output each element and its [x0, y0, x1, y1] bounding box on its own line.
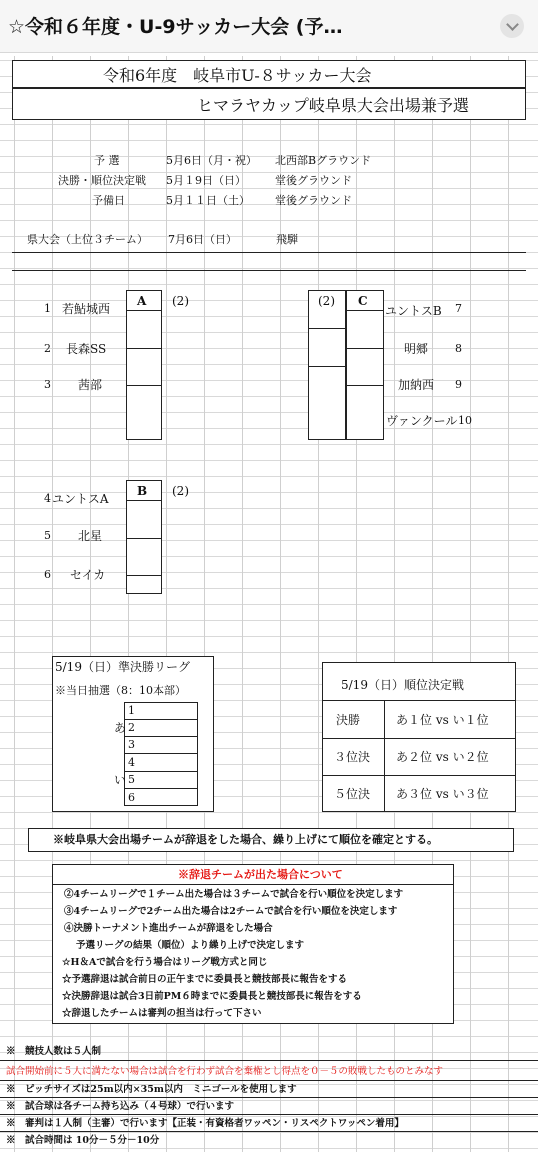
group-i-marker: い: [114, 773, 127, 787]
slot: 6: [128, 791, 135, 804]
team-number: 7: [455, 302, 462, 315]
team-name: 長森SS: [66, 342, 107, 356]
prefectural-date: 7月6日（日）: [168, 233, 237, 246]
spreadsheet: [0, 56, 538, 1152]
team-number: 5: [44, 529, 51, 542]
schedule-venue: 北西部Bグラウンド: [275, 154, 372, 167]
team-name: 北星: [78, 529, 103, 543]
team-number: 1: [44, 302, 51, 315]
team-number: 8: [455, 342, 462, 355]
group-c-label: C: [358, 294, 368, 308]
ranking-match: あ１位 vs い１位: [396, 713, 489, 727]
schedule-date: 5月１１日（土）: [166, 194, 250, 207]
schedule-venue: 堂後グラウンド: [275, 174, 352, 187]
slot: 4: [128, 756, 135, 769]
window-title-bar: [0, 0, 538, 53]
semifinal-title: 5/19（日）準決勝リーグ: [55, 660, 190, 674]
team-name: 若鮎城西: [62, 302, 111, 316]
rule-time: ※ 試合時間は 10分－５分－10分: [6, 1135, 160, 1146]
group-a-count: (2): [172, 294, 189, 308]
withdrawal-item: ☆予選辞退は試合前日の正午までに委員長と競技部長に報告をする: [62, 974, 348, 985]
group-c-count: (2): [318, 294, 335, 308]
withdrawal-item: 予選リーグの結果（順位）より繰り上げで決定します: [76, 940, 305, 951]
team-name: 加納西: [398, 378, 435, 392]
schedule-label: 予備日: [92, 194, 125, 207]
withdrawal-item: ☆決勝辞退は試合3日前PM６時までに委員長と競技部長に報告をする: [62, 991, 362, 1002]
rule-pitch: ※ ピッチサイズは25m以内×35m以内 ミニゴールを使用します: [6, 1084, 297, 1095]
team-number: 3: [44, 378, 51, 391]
slot: 5: [128, 773, 135, 786]
withdrawal-item: ③4チームリーグで2チーム出た場合は2チームで試合を行い順位を決定します: [64, 906, 398, 917]
withdrawal-title: ※辞退チームが出た場合について: [178, 868, 343, 881]
header-line2: ヒマラヤカップ岐阜県大会出場兼予選: [197, 96, 469, 115]
rule-ball: ※ 試合球は各チーム持ち込み（４号球）で行います: [6, 1101, 235, 1112]
team-number: 2: [44, 342, 51, 355]
ranking-label: 決勝: [336, 713, 361, 727]
team-name: ヴァンクール: [386, 414, 458, 428]
withdrawal-item: ☆辞退したチームは審判の担当は行って下さい: [62, 1008, 262, 1019]
notice-text: ※岐阜県大会出場チームが辞退をした場合、繰り上げにて順位を確定とする。: [53, 833, 438, 846]
team-name: 茜部: [78, 378, 103, 392]
group-b-count: (2): [172, 484, 189, 498]
semifinal-note: ※当日抽選（8：10本部）: [55, 684, 186, 697]
group-a-bracket: [126, 290, 162, 440]
group-a-marker: あ: [114, 721, 127, 735]
chevron-down-icon[interactable]: [500, 14, 524, 38]
ranking-title: 5/19（日）順位決定戦: [341, 678, 464, 692]
team-name: ユントスA: [52, 492, 109, 506]
header-line1: 令和6年度 岐阜市U-８サッカー大会: [103, 66, 372, 85]
prefectural-venue: 飛騨: [276, 233, 298, 246]
semifinal-slots: [124, 702, 198, 806]
group-c-bracket-inner: [346, 290, 384, 440]
slot: 1: [128, 704, 135, 717]
team-number: 6: [44, 568, 51, 581]
group-b-label: B: [137, 484, 148, 498]
ranking-label: ３位決: [334, 750, 371, 764]
slot: 2: [128, 721, 135, 734]
schedule-date: 5月１9日（日）: [166, 174, 246, 187]
window-title: ☆令和６年度・U-9サッカー大会 (予…: [8, 16, 343, 38]
schedule-venue: 堂後グラウンド: [275, 194, 352, 207]
prefectural-label: 県大会（上位３チーム）: [27, 233, 148, 246]
schedule-label: 予 選: [94, 154, 120, 167]
rule-players: ※ 競技人数は５人制: [6, 1046, 102, 1057]
schedule-label: 決勝・順位決定戦: [58, 174, 146, 187]
header-subtitle-box: [12, 88, 526, 120]
notice-box: [28, 828, 514, 852]
slot: 3: [128, 738, 135, 751]
team-number: 10: [458, 414, 472, 427]
group-c-bracket: [308, 290, 346, 440]
team-number: 9: [455, 378, 462, 391]
schedule-date: 5月6日（月・祝）: [166, 154, 257, 167]
team-name: ユントスB: [385, 304, 442, 318]
team-name: セイカ: [70, 568, 106, 582]
ranking-match: あ２位 vs い２位: [396, 750, 489, 764]
withdrawal-item: ②4チームリーグで１チーム出た場合は３チームで試合を行い順位を決定します: [64, 889, 404, 900]
group-a-label: A: [137, 294, 147, 308]
team-name: 明郷: [404, 342, 429, 356]
withdrawal-item: ④決勝トーナメント進出チームが辞退をした場合: [64, 923, 273, 934]
rule-referee: ※ 審判は１人制（主審）で行います【正装・有資格者ワッペン・リスペクトワッペン着用】: [6, 1118, 404, 1129]
ranking-label: ５位決: [334, 787, 371, 801]
header-title-box: [12, 60, 526, 88]
rule-forfeit: 試合開始前に５人に満たない場合は試合を行わず試合を棄権とし得点を０－５の敗戦したものとみなす: [6, 1066, 444, 1077]
team-number: 4: [44, 492, 51, 505]
ranking-match: あ３位 vs い３位: [396, 787, 489, 801]
withdrawal-item: ☆H＆Aで試合を行う場合はリーグ戦方式と同じ: [62, 957, 268, 968]
